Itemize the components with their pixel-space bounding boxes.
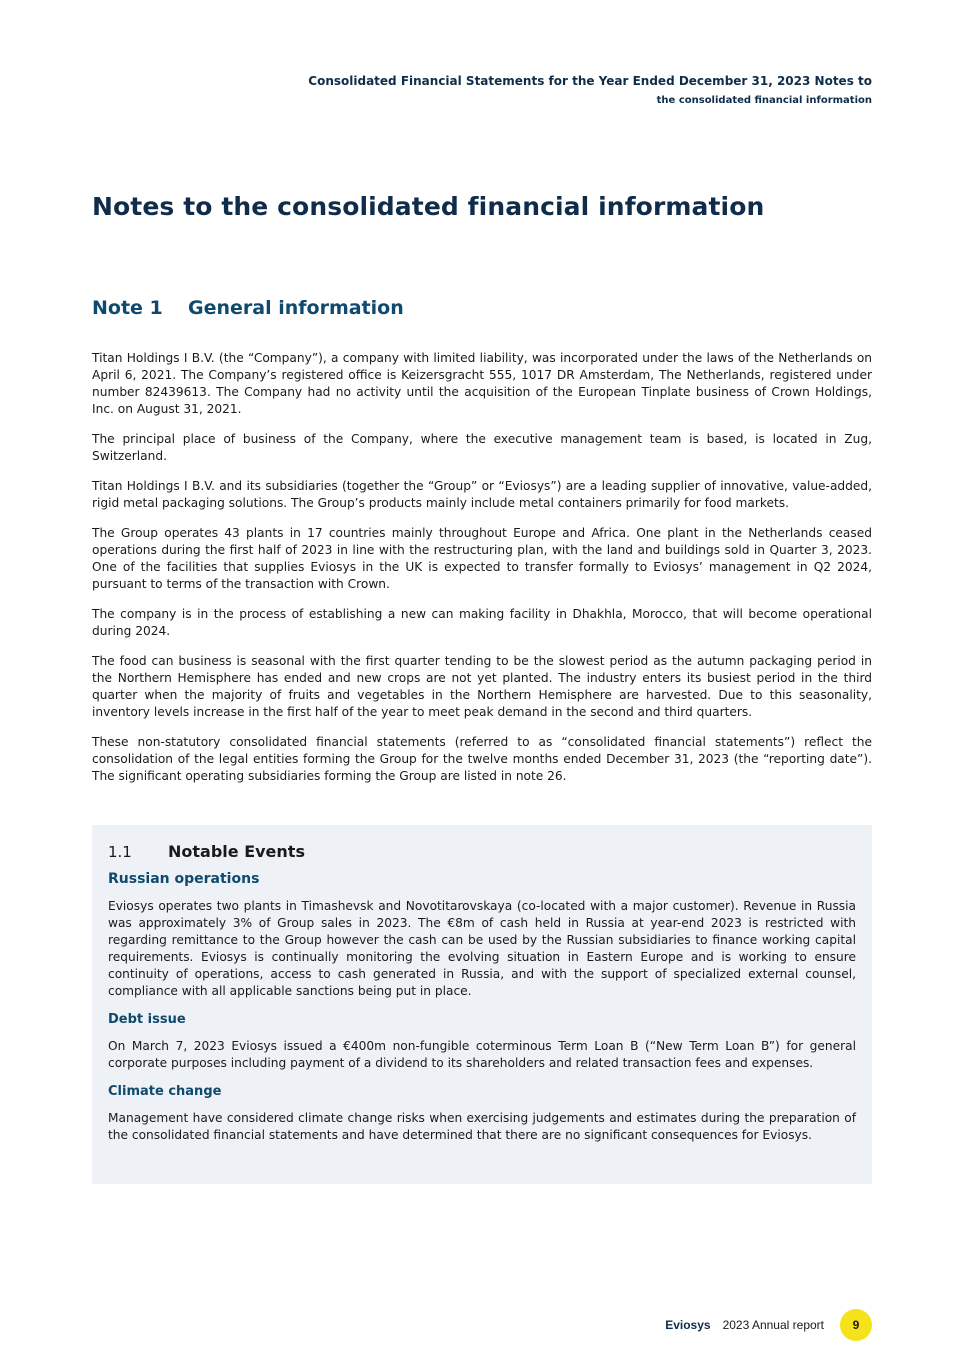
paragraph-morocco: The company is in the process of establishing a new can making facility in Dhakhla, Morocco, that will become operational during 2024. [92,607,872,638]
note-heading [92,297,404,319]
running-header-line-2: the consolidated financial information [656,95,872,106]
climate-change-text: Management have considered climate change risks when exercising judgements and estimates during the preparation of the consolidated financial statements and have determined that there are no significant consequences for Eviosys. [108,1111,856,1142]
page-title: Notes to the consolidated financial information [92,192,765,221]
note-number: Note 1 [92,297,163,319]
section-title: Notable Events [168,842,305,861]
running-header-line-1: Consolidated Financial Statements for the Year Ended December 31, 2023 Notes to [308,74,872,88]
note-body [92,350,872,798]
footer-brand: Eviosys [665,1318,711,1332]
notable-events-panel [92,825,872,1184]
section-number: 1.1 [108,843,132,861]
paragraph-scope: These non-statutory consolidated financial statements (referred to as “consolidated financial statements”) reflect the consolidation of the legal entities forming the Group for the twelve months ended December 31, 2023 (the “reporting date”). The significant operating subsidiaries forming the Group are listed in note 26. [92,735,872,783]
paragraph-plants: The Group operates 43 plants in 17 countries mainly throughout Europe and Africa. One plant in the Netherlands ceased operations during the first half of 2023 in line with the restructuring plan, with the land and buildings sold in Quarter 3, 2023. One of the facilities that supplies Eviosys in the UK is expected to transfer formally to Eviosys’ management in Q2 2024, pursuant to terms of the transaction with Crown. [92,526,872,591]
russian-operations-text: Eviosys operates two plants in Timashevsk and Novotitarovskaya (co-located with a major customer). Revenue in Russia was approximately 3% of Group sales in 2023. The €8m of cash held in Russia at year-end 2023 is restricted with regarding remittance to the Group however the cash can be used by the Russian subsidiaries to finance working capital requirements. Eviosys is continually monitoring the evolving situation in Eastern Europe and is working to ensure continuity of operations, access to cash generated in Russia, and with the support of specialized external counsel, compliance with all applicable sanctions being put in place. [108,899,856,998]
running-header [272,72,872,110]
debt-issue-text: On March 7, 2023 Eviosys issued a €400m non-fungible coterminous Term Loan B (“New Term Loan B”) for general corporate purposes including payment of a dividend to its shareholders and related transaction fees and expenses. [108,1039,856,1070]
paragraph-company: Titan Holdings I B.V. (the “Company”), a company with limited liability, was incorporated under the laws of the Netherlands on April 6, 2021. The Company’s registered office is Keizersgracht 555, 1017 DR Amsterdam, The Netherlands, registered under number 82439613. The Company had no activity until the acquisition of the European Tinplate business of Crown Holdings, Inc. on August 31, 2021. [92,351,872,416]
russian-operations-heading: Russian operations [108,871,260,887]
debt-issue-heading: Debt issue [108,1012,186,1027]
paragraph-principal-place: The principal place of business of the Company, where the executive management team is based, is located in Zug, Switzerland. [92,432,872,463]
footer-report-title: 2023 Annual report [722,1318,824,1332]
section-heading [108,842,856,861]
page-footer [665,1309,872,1341]
page-number-badge: 9 [840,1309,872,1341]
paragraph-seasonality: The food can business is seasonal with the first quarter tending to be the slowest period as the autumn packaging period in the Northern Hemisphere has ended and new crops are not yet planted. The industry enters its busiest period in the third quarter when the majority of fruits and vegetables in the Northern Hemisphere are harvested. Due to this seasonality, inventory levels increase in the first half of the year to meet peak demand in the second and third quarters. [92,654,872,719]
climate-change-heading: Climate change [108,1084,222,1099]
note-title: General information [188,297,404,319]
paragraph-group: Titan Holdings I B.V. and its subsidiaries (together the “Group” or “Eviosys”) are a leading supplier of innovative, value-added, rigid metal packaging solutions. The Group’s products mainly include metal containers primarily for food markets. [92,479,872,510]
